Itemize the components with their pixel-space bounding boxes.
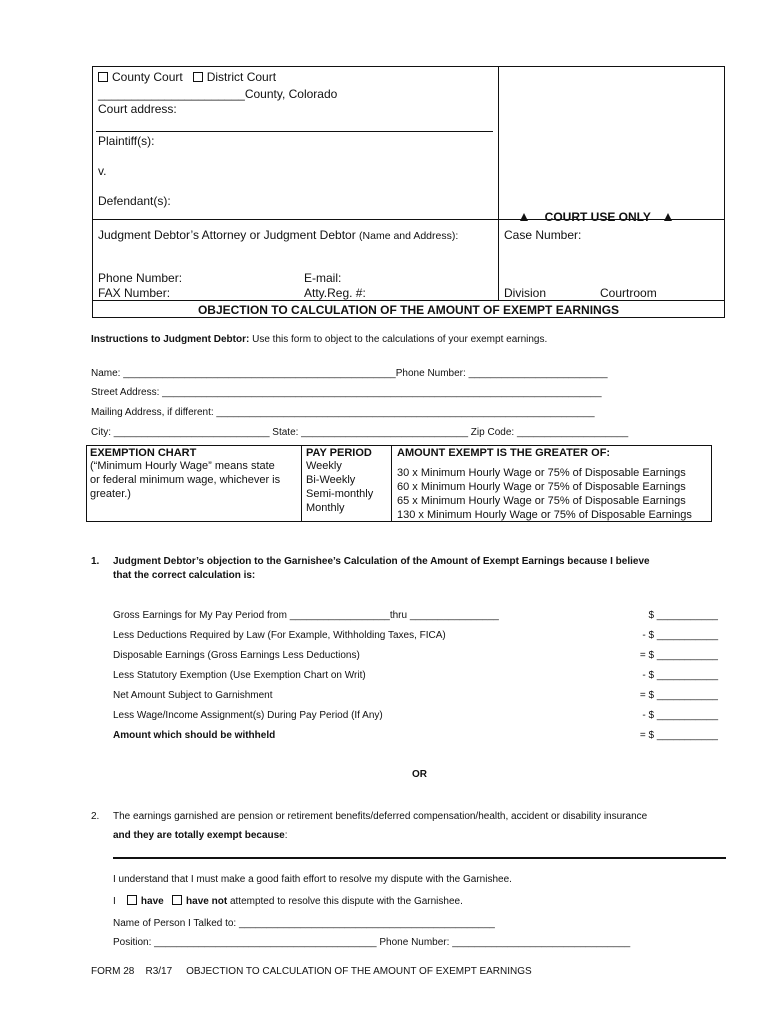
phone-label: Phone Number: — [98, 271, 183, 285]
have-label: have — [140, 896, 164, 907]
calc-row-amount-field[interactable]: = $ ___________ — [639, 730, 718, 741]
v-label: v. — [98, 164, 107, 178]
or-label: OR — [412, 769, 427, 780]
chart-col1-line-1: (“Minimum Hourly Wage” means state — [90, 460, 275, 472]
form-title: OBJECTION TO CALCULATION OF THE AMOUNT OF EXEMPT EARNINGS — [197, 303, 620, 317]
footer — [91, 966, 532, 977]
fax-label: FAX Number: — [98, 286, 171, 300]
court-use-only-row — [520, 210, 672, 224]
section2-bold-text: and they are totally exempt because — [113, 830, 285, 841]
amount-monthly: 130 x Minimum Hourly Wage or 75% of Disposable Earnings — [397, 509, 692, 521]
mailing-address-field[interactable]: Mailing Address, if different: ____________________________________________________________________ — [91, 407, 595, 418]
caption-box — [92, 66, 725, 318]
caption-address-underline — [96, 131, 493, 132]
calc-row-label: Disposable Earnings (Gross Earnings Less Deductions) — [113, 650, 360, 661]
section2-answer-line[interactable] — [113, 857, 726, 859]
amount-semimonthly: 65 x Minimum Hourly Wage or 75% of Disposable Earnings — [397, 495, 686, 507]
district-court-checkbox[interactable] — [193, 72, 203, 82]
courtroom-label: Courtroom — [600, 286, 657, 300]
position-phone-field[interactable]: Position: ________________________________________ Phone Number: ________________________________ — [113, 937, 631, 948]
calc-row-amount-field[interactable]: = $ ___________ — [639, 690, 718, 701]
calc-row-label: Amount which should be withheld — [113, 730, 276, 741]
court-address-label: Court address: — [98, 102, 177, 116]
up-arrow-icon — [520, 213, 528, 221]
plaintiffs-label: Plaintiff(s): — [98, 134, 155, 148]
city-state-zip-field[interactable]: City: ____________________________ State: ______________________________ Zip Code: ____________________ — [91, 427, 629, 438]
defendants-label: Defendant(s): — [98, 194, 171, 208]
have-not-label: have not — [186, 896, 228, 907]
chart-col3-head: AMOUNT EXEMPT IS THE GREATER OF: — [397, 447, 611, 459]
person-name-field[interactable]: Name of Person I Talked to: ______________________________________________ — [113, 918, 495, 929]
county-line: ______________________County, Colorado — [98, 87, 338, 101]
instructions-lead: Instructions to Judgment Debtor: — [91, 334, 250, 345]
chart-col1-line-2: or federal minimum wage, whichever is — [90, 474, 281, 486]
section1-number: 1. — [91, 556, 100, 567]
calc-row-label: Less Deductions Required by Law (For Example, Withholding Taxes, FICA) — [113, 630, 446, 641]
instructions-text: Use this form to object to the calculations of your exempt earnings. — [252, 334, 548, 345]
division-label: Division — [504, 286, 547, 300]
instructions — [91, 334, 547, 345]
calc-row-amount-field[interactable]: - $ ___________ — [642, 630, 718, 641]
pay-period-biweekly: Bi-Weekly — [306, 474, 356, 486]
name-phone-field[interactable]: Name: _________________________________________________Phone Number: _________________________ — [91, 368, 608, 379]
calc-row-amount-field[interactable]: $ ___________ — [648, 610, 718, 621]
case-number-label: Case Number: — [504, 228, 582, 242]
pay-period-monthly: Monthly — [306, 502, 345, 514]
goodfaith-choice-row — [113, 895, 463, 907]
atty-reg-label: Atty.Reg. #: — [304, 286, 366, 300]
attorney-label-main: Judgment Debtor’s Attorney or Judgment Debtor — [98, 228, 356, 242]
calc-row-amount-field[interactable]: - $ ___________ — [642, 670, 718, 681]
section1-heading-line2: that the correct calculation is: — [113, 570, 256, 581]
footer-form-number: FORM 28 — [91, 966, 135, 977]
county-court-checkbox[interactable] — [98, 72, 108, 82]
attempt-text: attempted to resolve this dispute with the Garnishee. — [229, 896, 463, 907]
email-label: E-mail: — [304, 271, 342, 285]
chart-divider-2 — [391, 445, 392, 522]
pay-period-semimonthly: Semi-monthly — [306, 488, 374, 500]
attorney-label — [98, 228, 458, 242]
section1-heading-line1: Judgment Debtor’s objection to the Garnishee’s Calculation of the Amount of Exempt Earnings because I believe — [113, 556, 650, 567]
court-use-only-label: COURT USE ONLY — [544, 210, 651, 224]
section2-number: 2. — [91, 811, 100, 822]
footer-title: OBJECTION TO CALCULATION OF THE AMOUNT OF EXEMPT EARNINGS — [186, 966, 532, 977]
up-arrow-icon — [664, 213, 672, 221]
chart-col2-head: PAY PERIOD — [306, 447, 372, 459]
county-court-label: County Court — [112, 70, 183, 84]
calc-row-label: Less Statutory Exemption (Use Exemption Chart on Writ) — [113, 670, 366, 681]
goodfaith-statement: I understand that I must make a good faith effort to resolve my dispute with the Garnishee. — [113, 874, 512, 885]
caption-vertical-divider — [498, 66, 499, 300]
caption-title-divider — [92, 300, 725, 301]
calc-row-label: Net Amount Subject to Garnishment — [113, 690, 273, 701]
district-court-label: District Court — [206, 70, 277, 84]
chart-col1-line-3: greater.) — [90, 488, 131, 500]
attorney-label-sub: (Name and Address): — [359, 230, 459, 242]
chart-col1-head: EXEMPTION CHART — [90, 447, 197, 459]
calc-row-amount-field[interactable]: = $ ___________ — [639, 650, 718, 661]
footer-revision: R3/17 — [145, 966, 173, 977]
calc-row-amount-field[interactable]: - $ ___________ — [642, 710, 718, 721]
amount-biweekly: 60 x Minimum Hourly Wage or 75% of Disposable Earnings — [397, 481, 686, 493]
court-type-row — [98, 70, 276, 84]
street-address-field[interactable]: Street Address: _______________________________________________________________________________ — [91, 387, 602, 398]
calc-row-label: Less Wage/Income Assignment(s) During Pay Period (If Any) — [113, 710, 383, 721]
chart-divider-1 — [301, 445, 302, 522]
goodfaith-i-label: I — [113, 896, 116, 907]
have-checkbox[interactable] — [127, 895, 137, 905]
amount-weekly: 30 x Minimum Hourly Wage or 75% of Disposable Earnings — [397, 467, 686, 479]
section2-colon: : — [284, 830, 288, 841]
section2-text: The earnings garnished are pension or retirement benefits/deferred compensation/health, accident or disability insurance — [113, 811, 648, 822]
section2-text-line2 — [113, 830, 288, 841]
calc-row-label: Gross Earnings for My Pay Period from __________________thru ________________ — [113, 610, 499, 621]
have-not-checkbox[interactable] — [172, 895, 182, 905]
pay-period-weekly: Weekly — [306, 460, 342, 472]
